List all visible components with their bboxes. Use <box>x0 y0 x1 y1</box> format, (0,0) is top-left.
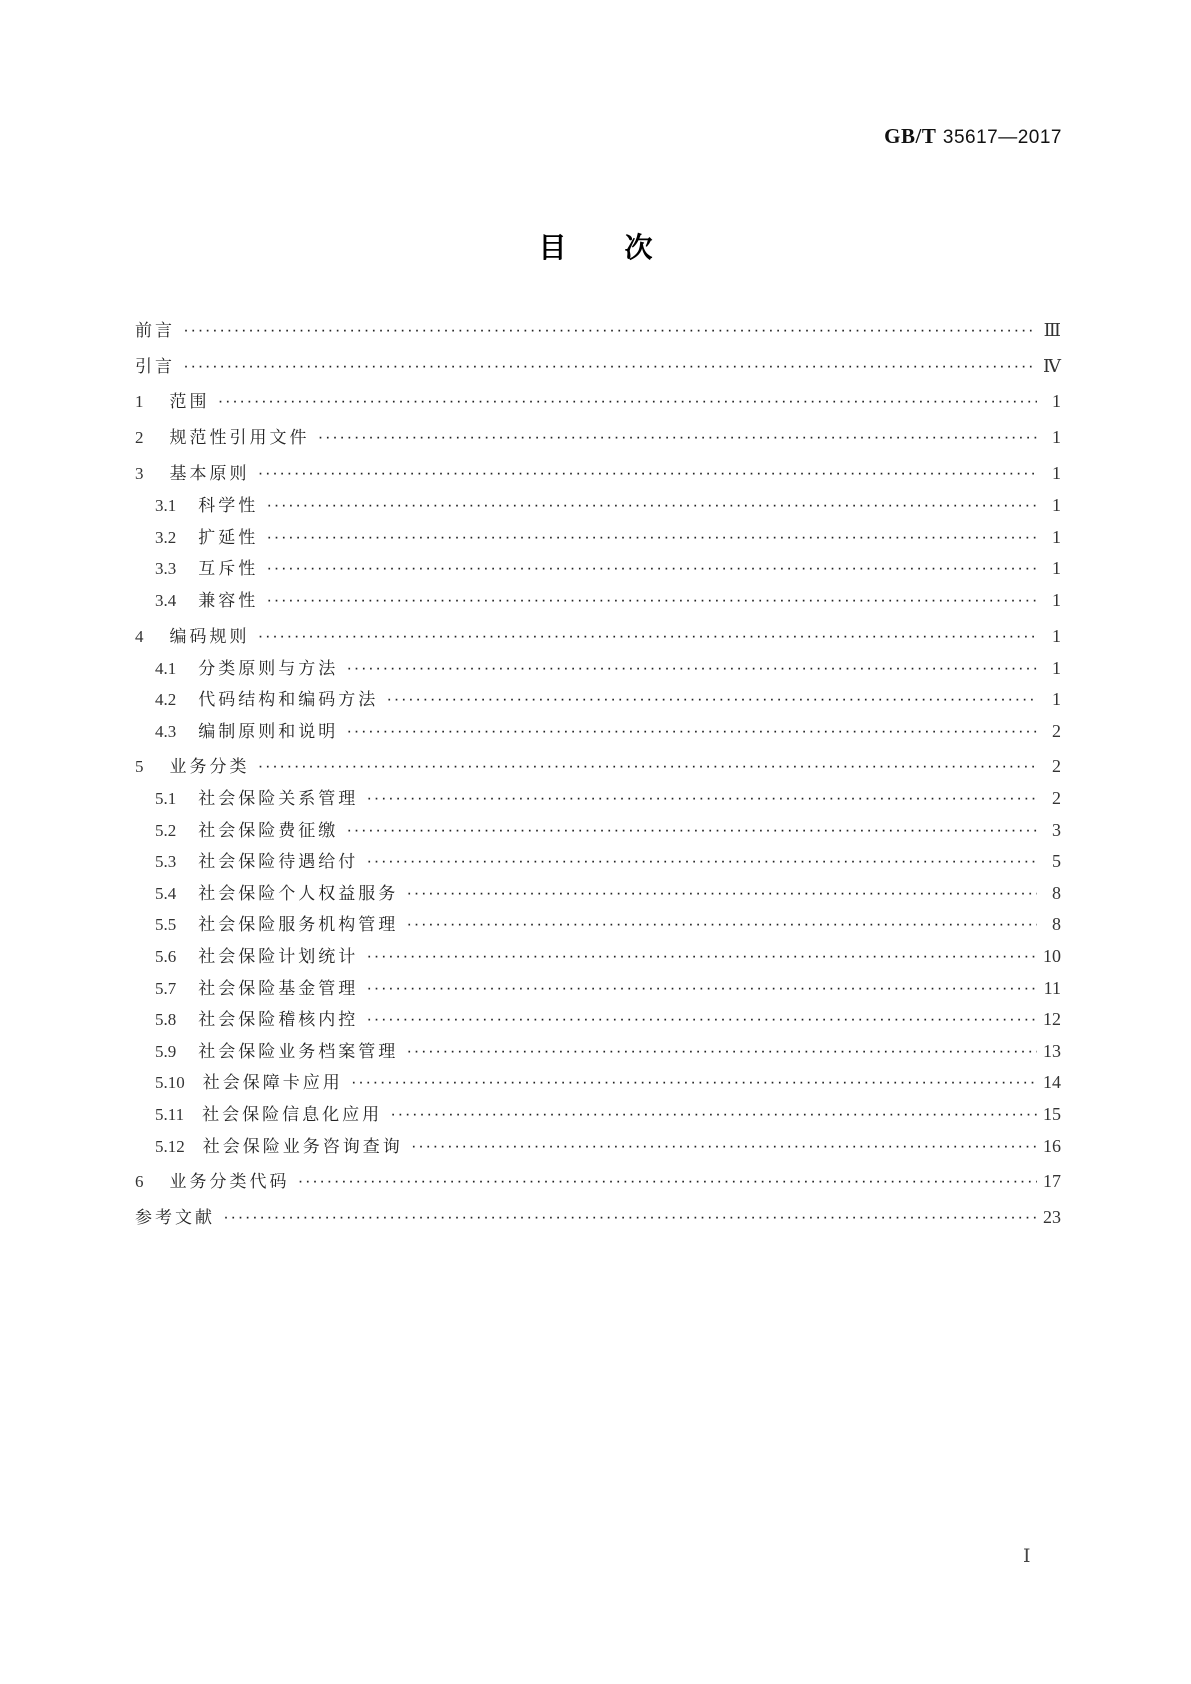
dot-leader <box>258 625 1038 651</box>
toc-entry-page: 3 <box>1052 820 1061 840</box>
toc-entry[interactable] <box>155 492 1061 518</box>
dot-leader <box>346 720 1037 746</box>
toc-entry[interactable] <box>155 817 1061 843</box>
toc-entry-label: 引言 <box>135 357 175 377</box>
toc-entry-number: 5.2 <box>155 821 177 840</box>
toc-entry-number: 3.1 <box>155 496 177 515</box>
toc-entry-number: 5 <box>135 757 144 776</box>
toc-entry-label: 社会保障卡应用 <box>202 1073 343 1093</box>
dot-leader <box>298 1170 1038 1196</box>
toc-entry-number: 3.2 <box>155 528 177 547</box>
dot-leader <box>258 462 1038 488</box>
toc-entry-page: Ⅳ <box>1043 356 1061 376</box>
toc-entry[interactable] <box>155 943 1061 969</box>
dot-leader <box>346 657 1037 683</box>
dot-leader <box>218 390 1038 416</box>
toc-entry-label: 分类原则与方法 <box>198 659 339 679</box>
toc-entry-page: 13 <box>1043 1041 1061 1061</box>
toc-entry[interactable] <box>135 353 1061 379</box>
toc-entry-number: 4 <box>135 627 144 646</box>
toc-entry[interactable] <box>135 753 1061 779</box>
toc-entry[interactable] <box>155 686 1061 712</box>
toc-entry-page: 12 <box>1043 1009 1061 1029</box>
toc-entry[interactable] <box>135 388 1061 414</box>
toc-entry-label: 社会保险信息化应用 <box>202 1105 383 1125</box>
toc-entry-page: 1 <box>1052 527 1061 547</box>
standard-prefix: GB/T <box>884 124 937 148</box>
toc-entry[interactable] <box>155 587 1061 613</box>
toc-entry-page: 1 <box>1052 626 1061 646</box>
toc-entry[interactable] <box>155 975 1061 1001</box>
toc-entry-page: 17 <box>1043 1171 1061 1191</box>
toc-entry-number: 2 <box>135 428 144 447</box>
toc-entry-page: 2 <box>1052 756 1061 776</box>
toc-entry-page: 10 <box>1043 946 1061 966</box>
toc-entry[interactable] <box>155 718 1061 744</box>
toc-entry-page: 16 <box>1043 1136 1061 1156</box>
dot-leader <box>366 945 1037 971</box>
toc-entry-label: 范围 <box>169 392 210 412</box>
toc-entry-number: 5.1 <box>155 789 177 808</box>
dot-leader <box>223 1206 1037 1232</box>
toc-entry-number: 4.1 <box>155 659 177 678</box>
toc-entry-label: 扩延性 <box>198 528 259 548</box>
toc-entry[interactable] <box>155 848 1061 874</box>
toc-entry-number: 5.6 <box>155 947 177 966</box>
dot-leader <box>406 1040 1037 1066</box>
toc-entry-label: 科学性 <box>198 496 259 516</box>
toc-entry-label: 社会保险计划统计 <box>198 947 359 967</box>
toc-entry-page: 5 <box>1052 851 1061 871</box>
dot-leader <box>366 850 1037 876</box>
toc-entry-label: 编制原则和说明 <box>198 722 339 742</box>
toc-entry-number: 5.10 <box>155 1073 185 1092</box>
toc-entry[interactable] <box>155 1038 1061 1064</box>
toc-entry-page: 15 <box>1043 1104 1061 1124</box>
toc-entry-number: 5.5 <box>155 915 177 934</box>
toc-entry-page: 1 <box>1052 558 1061 578</box>
page-number: Ⅰ <box>1023 1546 1031 1567</box>
toc-entry-label: 前言 <box>135 321 175 341</box>
standard-number: 35617—2017 <box>942 127 1062 148</box>
dot-leader <box>266 526 1037 552</box>
toc-entry[interactable] <box>155 1006 1061 1032</box>
toc-entry-number: 5.9 <box>155 1042 177 1061</box>
toc-entry-label: 参考文献 <box>135 1208 215 1228</box>
dot-leader <box>390 1103 1037 1129</box>
toc-entry[interactable] <box>135 623 1061 649</box>
toc-entry-label: 社会保险业务档案管理 <box>198 1042 399 1062</box>
toc-entry-page: 23 <box>1043 1207 1061 1227</box>
toc-entry-label: 互斥性 <box>198 559 259 579</box>
dot-leader <box>406 882 1037 908</box>
toc-entry-page: 1 <box>1052 590 1061 610</box>
toc-entry[interactable] <box>155 655 1061 681</box>
toc-entry-label: 社会保险服务机构管理 <box>198 915 399 935</box>
toc-entry-number: 6 <box>135 1172 144 1191</box>
toc-entry[interactable] <box>155 1101 1061 1127</box>
toc-entry[interactable] <box>155 1069 1061 1095</box>
toc-entry-number: 3.4 <box>155 591 177 610</box>
dot-leader <box>183 319 1037 345</box>
toc-entry-label: 社会保险待遇给付 <box>198 852 359 872</box>
toc-entry-page: 1 <box>1052 495 1061 515</box>
title-char-1: 目 <box>538 231 567 264</box>
toc-entry-label: 编码规则 <box>169 627 250 647</box>
toc-entry-label: 社会保险个人权益服务 <box>198 884 399 904</box>
dot-leader <box>258 755 1038 781</box>
dot-leader <box>386 688 1037 714</box>
toc-entry-page: 8 <box>1052 914 1061 934</box>
dot-leader <box>351 1071 1037 1097</box>
toc-entry-number: 4.2 <box>155 690 177 709</box>
toc-entry[interactable] <box>135 1168 1061 1194</box>
dot-leader <box>183 355 1037 381</box>
toc-entry-label: 基本原则 <box>169 464 250 484</box>
toc-entry-label: 业务分类代码 <box>169 1172 290 1192</box>
dot-leader <box>366 787 1037 813</box>
toc-entry-label: 社会保险基金管理 <box>198 979 359 999</box>
dot-leader <box>266 494 1037 520</box>
toc-entry[interactable] <box>155 880 1061 906</box>
dot-leader <box>411 1135 1037 1161</box>
toc-entry-label: 兼容性 <box>198 591 259 611</box>
toc-entry-label: 业务分类 <box>169 757 250 777</box>
toc-entry-page: 1 <box>1052 391 1061 411</box>
toc-entry[interactable] <box>135 317 1061 343</box>
toc-entry-number: 5.7 <box>155 979 177 998</box>
toc-entry-page: 1 <box>1052 658 1061 678</box>
toc-entry-page: 14 <box>1043 1072 1061 1092</box>
toc-entry-label: 社会保险稽核内控 <box>198 1010 359 1030</box>
toc-entry-page: 2 <box>1052 788 1061 808</box>
toc-entry-label: 规范性引用文件 <box>169 428 310 448</box>
toc-entry-number: 3.3 <box>155 559 177 578</box>
toc-entry-number: 4.3 <box>155 722 177 741</box>
toc-entry[interactable] <box>155 524 1061 550</box>
toc-entry-label: 代码结构和编码方法 <box>198 690 379 710</box>
toc-entry[interactable] <box>155 555 1061 581</box>
toc-entry-label: 社会保险业务咨询查询 <box>202 1137 403 1157</box>
dot-leader <box>266 589 1037 615</box>
toc-entry-number: 5.4 <box>155 884 177 903</box>
toc-entry-number: 5.11 <box>155 1105 185 1124</box>
toc-entry[interactable] <box>135 424 1061 450</box>
toc-entry-page: 11 <box>1043 978 1061 998</box>
dot-leader <box>318 426 1038 452</box>
toc-entry-number: 5.12 <box>155 1137 185 1156</box>
toc-entry[interactable] <box>135 460 1061 486</box>
toc-entry-label: 社会保险关系管理 <box>198 789 359 809</box>
dot-leader <box>266 557 1037 583</box>
toc-entry[interactable] <box>155 1133 1061 1159</box>
toc-entry-page: 1 <box>1052 427 1061 447</box>
dot-leader <box>346 819 1037 845</box>
toc-entry-number: 5.3 <box>155 852 177 871</box>
title-char-2: 次 <box>624 231 653 264</box>
dot-leader <box>406 913 1037 939</box>
toc-entry-number: 3 <box>135 464 144 483</box>
toc-entry-page: 1 <box>1052 689 1061 709</box>
toc-entry-page: 8 <box>1052 883 1061 903</box>
toc-entry-page: 2 <box>1052 721 1061 741</box>
dot-leader <box>366 1008 1037 1034</box>
toc-entry-number: 1 <box>135 392 144 411</box>
toc-entry[interactable] <box>155 911 1061 937</box>
standard-code <box>884 124 1062 149</box>
toc-entry-page: Ⅲ <box>1043 320 1061 340</box>
dot-leader <box>366 977 1037 1003</box>
toc-entry-label: 社会保险费征缴 <box>198 821 339 841</box>
toc-entry-page: 1 <box>1052 463 1061 483</box>
toc-entry[interactable] <box>135 1204 1061 1230</box>
toc-entry[interactable] <box>155 785 1061 811</box>
toc-entry-number: 5.8 <box>155 1010 177 1029</box>
page-title <box>0 226 1191 266</box>
